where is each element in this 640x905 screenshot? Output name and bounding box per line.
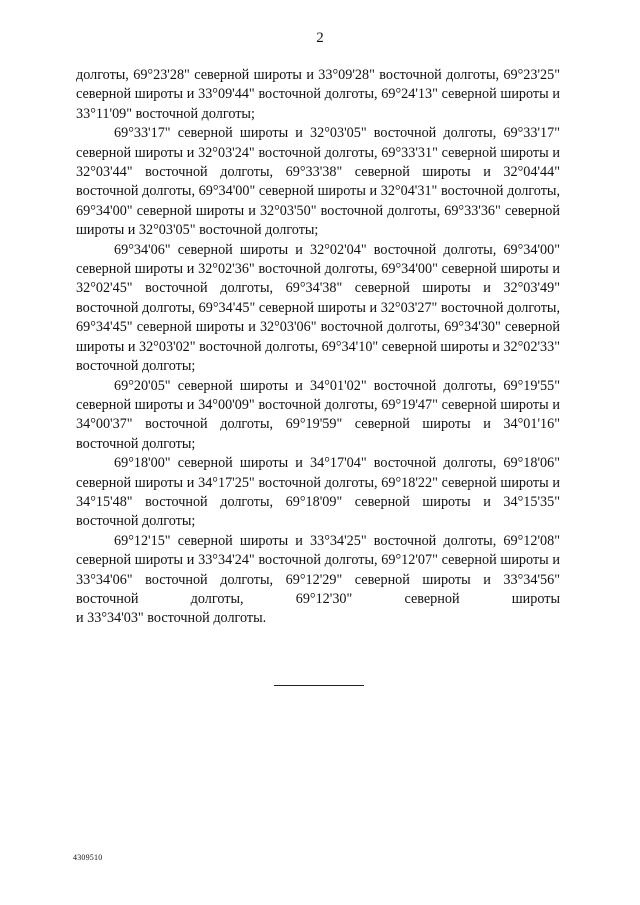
- paragraph-3: 69°34'06" северной широты и 32°02'04" восточной долготы, 69°34'00" северной широты и 32°02'36" восточной долготы, 69°34'00" северной широты и 32°02'45" восточной долготы, 69°34'38" северной широты и 32°03'49" восточной долготы, 69°34'45" северной широты и 32°03'27" восточной долготы, 69°34'45" северной широты и 32°03'06" восточной долготы, 69°34'30" северной широты и 32°03'02" восточной долготы, 69°34'10" северной широты и 32°02'33" восточной долготы;: [76, 241, 560, 375]
- paragraph-4: 69°20'05" северной широты и 34°01'02" восточной долготы, 69°19'55" северной широты и 34°00'09" восточной долготы, 69°19'47" северной широты и 34°00'37" восточной долготы, 69°19'59" северной широты и 34°01'16" восточной долготы;: [76, 377, 560, 452]
- page-number: 2: [316, 30, 324, 46]
- paragraph-5: 69°18'00" северной широты и 34°17'04" восточной долготы, 69°18'06" северной широты и 34°17'25" восточной долготы, 69°18'22" северной широты и 34°15'48" восточной долготы, 69°18'09" северной широты и 34°15'35" восточной долготы;: [76, 455, 560, 530]
- document-body: [76, 66, 560, 629]
- paragraph-2: 69°33'17" северной широты и 32°03'05" восточной долготы, 69°33'17" северной широты и 32°03'24" восточной долготы, 69°33'31" северной широты и 32°03'44" восточной долготы, 69°33'38" северной широты и 32°04'44" восточной долготы, 69°34'00" северной широты и 32°04'31" восточной долготы, 69°34'00" северной широты и 32°03'50" восточной долготы, 69°33'36" северной широты и 32°03'05" восточной долготы;: [76, 125, 560, 239]
- paragraph-1: долготы, 69°23'28" северной широты и 33°09'28" восточной долготы, 69°23'25" северной широты и 33°09'44" восточной долготы, 69°24'13" северной широты и 33°11'09" восточной долготы;: [76, 67, 560, 122]
- document-code: 4309510: [73, 853, 103, 862]
- paragraph-6: 69°12'15" северной широты и 33°34'25" восточной долготы, 69°12'08" северной широты и 33°34'24" восточной долготы, 69°12'07" северной широты и 33°34'06" восточной долготы, 69°12'29" северной широты и 33°34'56" восточной долготы, 69°12'30" северной широты: [76, 532, 560, 607]
- end-divider-line: [274, 685, 364, 686]
- paragraph-6-final-line: и 33°34'03" восточной долготы.: [76, 610, 267, 627]
